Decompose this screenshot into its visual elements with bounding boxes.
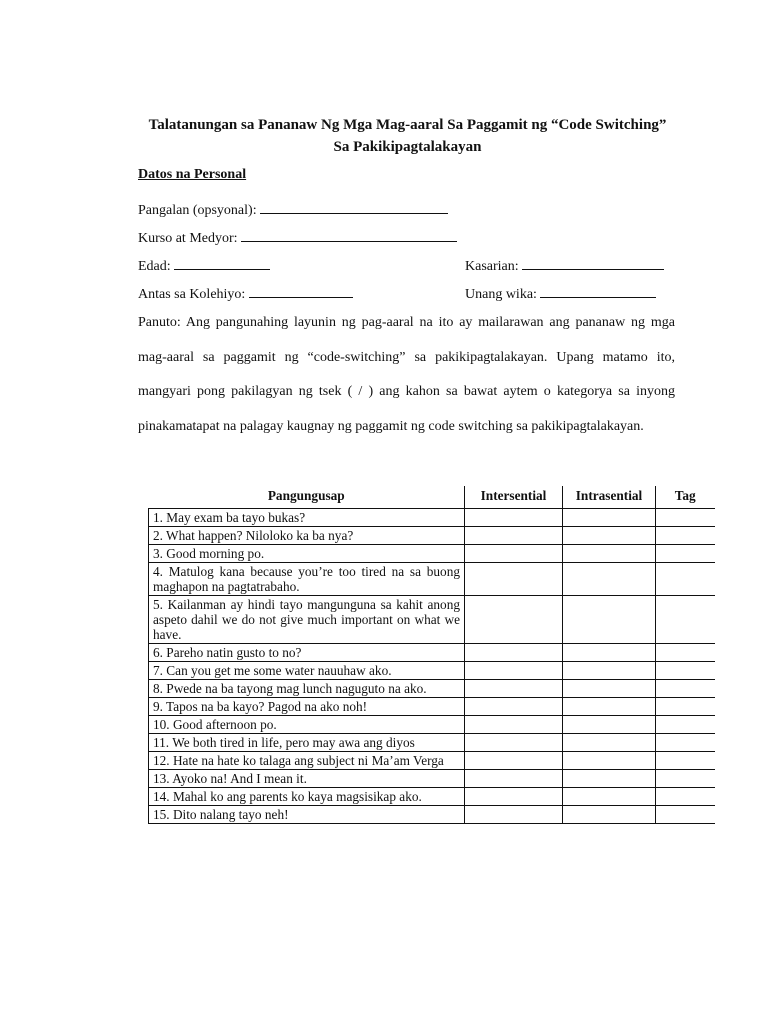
statement-cell: 9. Tapos na ba kayo? Pagod na ako noh! [149,698,465,716]
tag-checkbox-cell[interactable] [656,662,715,680]
intrasential-checkbox-cell[interactable] [563,644,656,662]
table-row [149,527,715,545]
statement-cell: 8. Pwede na ba tayong mag lunch naguguto na ako. [149,680,465,698]
intrasential-checkbox-cell[interactable] [563,788,656,806]
table-row [149,563,715,596]
table-row [149,644,715,662]
first-language-field [465,284,656,303]
intersential-checkbox-cell[interactable] [465,509,563,527]
tag-checkbox-cell[interactable] [656,770,715,788]
statement-cell: 12. Hate na hate ko talaga ang subject ni Ma’am Verga [149,752,465,770]
table-header-row [149,486,715,509]
table-row [149,716,715,734]
tag-checkbox-cell[interactable] [656,698,715,716]
table-row [149,680,715,698]
intersential-checkbox-cell[interactable] [465,770,563,788]
intersential-checkbox-cell[interactable] [465,527,563,545]
intersential-checkbox-cell[interactable] [465,644,563,662]
statement-cell: 5. Kailanman ay hindi tayo mangunguna sa kahit anong aspeto dahil we do not give much important on what we have. [149,596,465,644]
tag-checkbox-cell[interactable] [656,716,715,734]
intrasential-checkbox-cell[interactable] [563,563,656,596]
tag-checkbox-cell[interactable] [656,752,715,770]
intersential-checkbox-cell[interactable] [465,680,563,698]
table-row [149,806,715,824]
table-row [149,788,715,806]
first-language-label: Unang wika: [465,287,537,302]
intrasential-checkbox-cell[interactable] [563,545,656,563]
year-label: Antas sa Kolehiyo: [138,287,246,302]
sex-blank[interactable] [522,256,664,270]
age-label: Edad: [138,259,171,274]
statement-cell: 4. Matulog kana because you’re too tired na sa buong maghapon na pagtatrabaho. [149,563,465,596]
table-row [149,752,715,770]
age-blank[interactable] [174,256,270,270]
name-blank[interactable] [260,200,448,214]
tag-checkbox-cell[interactable] [656,509,715,527]
statement-cell: 10. Good afternoon po. [149,716,465,734]
statement-cell: 1. May exam ba tayo bukas? [149,509,465,527]
year-blank[interactable] [249,284,353,298]
intersential-checkbox-cell[interactable] [465,545,563,563]
intersential-checkbox-cell[interactable] [465,788,563,806]
course-label: Kurso at Medyor: [138,231,238,246]
tag-checkbox-cell[interactable] [656,734,715,752]
section-heading-personal: Datos na Personal [138,167,247,182]
intersential-checkbox-cell[interactable] [465,662,563,680]
table-row [149,509,715,527]
column-header-tag: Tag [656,486,715,509]
sex-label: Kasarian: [465,259,519,274]
name-field [138,200,448,219]
statement-cell: 14. Mahal ko ang parents ko kaya magsisikap ako. [149,788,465,806]
course-blank[interactable] [241,228,457,242]
intrasential-checkbox-cell[interactable] [563,662,656,680]
intersential-checkbox-cell[interactable] [465,734,563,752]
tag-checkbox-cell[interactable] [656,788,715,806]
intrasential-checkbox-cell[interactable] [563,596,656,644]
survey-table [148,486,715,824]
page-title: Talatanungan sa Pananaw Ng Mga Mag-aaral Sa Paggamit ng “Code Switching” Sa Pakikipagtalakayan [148,117,667,155]
tag-checkbox-cell[interactable] [656,563,715,596]
intrasential-checkbox-cell[interactable] [563,716,656,734]
table-row [149,698,715,716]
intrasential-checkbox-cell[interactable] [563,698,656,716]
intrasential-checkbox-cell[interactable] [563,509,656,527]
statement-cell: 2. What happen? Niloloko ka ba nya? [149,527,465,545]
statement-cell: 3. Good morning po. [149,545,465,563]
tag-checkbox-cell[interactable] [656,527,715,545]
tag-checkbox-cell[interactable] [656,644,715,662]
intersential-checkbox-cell[interactable] [465,716,563,734]
statement-cell: 15. Dito nalang tayo neh! [149,806,465,824]
tag-checkbox-cell[interactable] [656,806,715,824]
column-header-pangungusap: Pangungusap [149,486,465,509]
intrasential-checkbox-cell[interactable] [563,752,656,770]
intersential-checkbox-cell[interactable] [465,806,563,824]
table-row [149,662,715,680]
sex-field [465,256,664,275]
statement-cell: 6. Pareho natin gusto to no? [149,644,465,662]
column-header-intrasential: Intrasential [563,486,656,509]
statement-cell: 7. Can you get me some water nauuhaw ako. [149,662,465,680]
intrasential-checkbox-cell[interactable] [563,770,656,788]
table-row [149,545,715,563]
intersential-checkbox-cell[interactable] [465,698,563,716]
intrasential-checkbox-cell[interactable] [563,527,656,545]
table-row [149,596,715,644]
intrasential-checkbox-cell[interactable] [563,806,656,824]
year-field [138,284,353,303]
name-label: Pangalan (opsyonal): [138,203,257,218]
intersential-checkbox-cell[interactable] [465,563,563,596]
column-header-intersential: Intersential [465,486,563,509]
tag-checkbox-cell[interactable] [656,680,715,698]
first-language-blank[interactable] [540,284,656,298]
intersential-checkbox-cell[interactable] [465,596,563,644]
intrasential-checkbox-cell[interactable] [563,680,656,698]
instructions: Panuto: Ang pangunahing layunin ng pag-aaral na ito ay mailarawan ang pananaw ng mga mag-aaral sa paggamit ng “code-switching” sa pakikipagtalakayan. Upang matamo ito, mangyari pong pakilagyan ng tsek ( / ) ang kahon sa bawat aytem o kategorya sa inyong pinakamatapat na palagay kaugnay ng paggamit ng code switching sa pakikipagtalakayan. [138,315,675,434]
statement-cell: 11. We both tired in life, pero may awa ang diyos [149,734,465,752]
age-field [138,256,270,275]
table-row [149,734,715,752]
statement-cell: 13. Ayoko na! And I mean it. [149,770,465,788]
table-row [149,770,715,788]
intersential-checkbox-cell[interactable] [465,752,563,770]
intrasential-checkbox-cell[interactable] [563,734,656,752]
tag-checkbox-cell[interactable] [656,545,715,563]
tag-checkbox-cell[interactable] [656,596,715,644]
course-field [138,228,457,247]
